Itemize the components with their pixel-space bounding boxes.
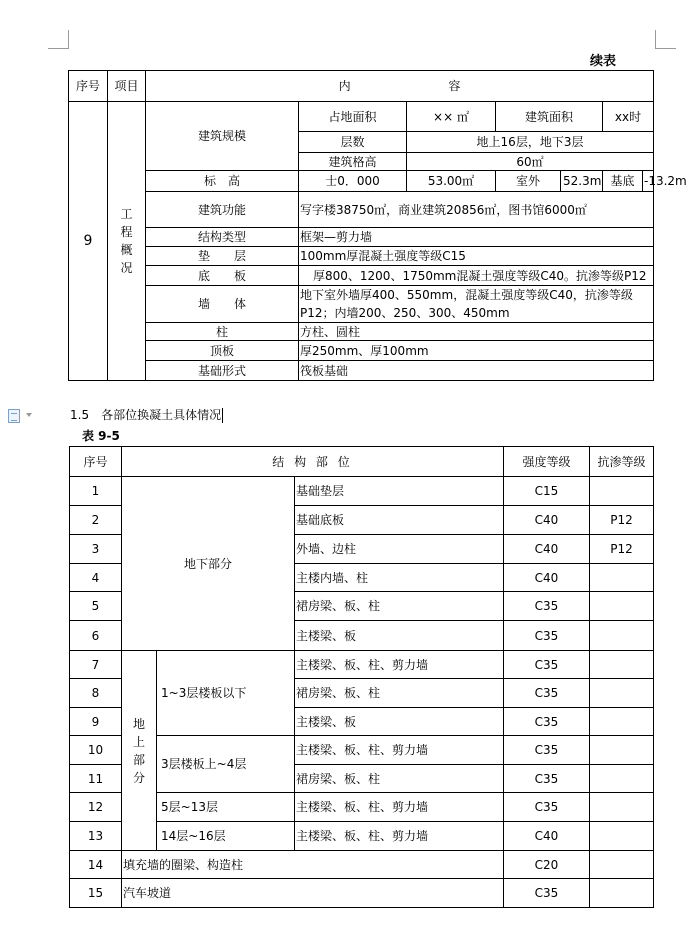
row-no: 7 (70, 651, 122, 679)
crop-mark-top-left (48, 30, 69, 49)
t2-header-grade: 强度等级 (504, 447, 590, 477)
row-no: 2 (70, 506, 122, 535)
row-part: 填充墙的圈梁、构造柱 (122, 851, 504, 879)
aboveground-group (122, 651, 157, 851)
wall-value-line-1: 地下室外墙厚400、550mm，混凝土强度等级C40，抗渗等级 (300, 288, 633, 302)
elevation-label: 标 高 (146, 171, 299, 192)
t2-header-seepage: 抗渗等级 (590, 447, 654, 477)
row-no: 13 (70, 822, 122, 851)
row-part: 主楼内墙、柱 (295, 564, 504, 592)
table-row (70, 477, 654, 506)
header-seq: 序号 (69, 71, 108, 102)
item-cell (108, 102, 146, 381)
row-grade: C35 (504, 621, 590, 651)
row-part: 主楼梁、板 (295, 621, 504, 651)
function-label: 建筑功能 (146, 192, 299, 228)
table-label: 表 9-5 (82, 429, 120, 443)
land-area-value: ×× ㎡ (407, 102, 496, 132)
floor-group-5-13: 5层~13层 (157, 793, 295, 822)
row-part: 主楼梁、板 (295, 708, 504, 736)
row-part: 主楼梁、板、柱、剪力墙 (295, 822, 504, 851)
row-part: 主楼梁、板、柱、剪力墙 (295, 736, 504, 765)
row-part: 裙房梁、板、柱 (295, 592, 504, 621)
row-grade: C40 (504, 564, 590, 592)
structure-value: 框架—剪力墙 (299, 228, 654, 247)
row-seepage: P12 (590, 535, 654, 564)
grid-label: 建筑格高 (299, 153, 407, 171)
header-content (146, 71, 654, 102)
row-part: 外墙、边柱 (295, 535, 504, 564)
elevation-value: 53.00㎡ (407, 171, 496, 192)
row-seepage (590, 621, 654, 651)
dropdown-arrow-icon[interactable] (26, 413, 32, 417)
row-grade: C35 (504, 879, 590, 908)
row-seepage (590, 793, 654, 822)
document-icon[interactable] (8, 409, 20, 423)
floors-label: 层数 (299, 132, 407, 153)
crop-mark-top-right (655, 30, 676, 49)
row-no: 10 (70, 736, 122, 765)
outdoor-label: 室外 (496, 171, 561, 192)
row-seepage (590, 679, 654, 708)
roof-value: 厚250mm、厚100mm (299, 341, 654, 361)
row-seepage (590, 564, 654, 592)
row-grade: C40 (504, 535, 590, 564)
row-no: 12 (70, 793, 122, 822)
row-seepage (590, 879, 654, 908)
wall-value (299, 286, 654, 323)
row-no: 3 (70, 535, 122, 564)
column-label: 柱 (146, 323, 299, 341)
row-grade: C35 (504, 736, 590, 765)
row-grade: C35 (504, 679, 590, 708)
row-seepage (590, 651, 654, 679)
roof-label: 顶板 (146, 341, 299, 361)
row-part: 裙房梁、板、柱 (295, 765, 504, 793)
row-grade: C40 (504, 822, 590, 851)
row-seepage (590, 851, 654, 879)
seq-cell: 9 (69, 102, 108, 381)
row-no: 6 (70, 621, 122, 651)
structure-label: 结构类型 (146, 228, 299, 247)
function-value: 写字楼38750㎡，商业建筑20856㎡，图书馆6000㎡ (299, 192, 654, 228)
slab-label: 底 板 (146, 266, 299, 286)
table-row (70, 793, 654, 822)
row-part: 主楼梁、板、柱、剪力墙 (295, 651, 504, 679)
table-row (70, 879, 654, 908)
table-row (70, 736, 654, 765)
floors-value: 地上16层，地下3层 (407, 132, 654, 153)
row-no: 4 (70, 564, 122, 592)
row-grade: C40 (504, 506, 590, 535)
row-part: 汽车坡道 (122, 879, 504, 908)
row-no: 5 (70, 592, 122, 621)
row-grade: C35 (504, 708, 590, 736)
row-seepage (590, 477, 654, 506)
outdoor-value: 52.3m (561, 171, 603, 192)
text-cursor (222, 408, 223, 423)
floor-group-1-3: 1~3层楼板以下 (157, 651, 295, 736)
row-grade: C35 (504, 592, 590, 621)
continued-label: 续表 (590, 54, 617, 69)
concrete-grade-table (69, 446, 654, 908)
slab-value: 厚800、1200、1750mm混凝土强度等级C40。抗渗等级P12 (299, 266, 654, 286)
cushion-value: 100mm厚混凝土强度等级C15 (299, 247, 654, 266)
floor-area-value: xx时 (603, 102, 654, 132)
elevation-zero: 士0．000 (299, 171, 407, 192)
grid-value: 60㎡ (407, 153, 654, 171)
row-part: 裙房梁、板、柱 (295, 679, 504, 708)
column-value: 方柱、圆柱 (299, 323, 654, 341)
row-seepage (590, 708, 654, 736)
row-seepage (590, 736, 654, 765)
item-label: 工程概况 (120, 207, 133, 275)
floor-group-3-4: 3层楼板上~4层 (157, 736, 295, 793)
land-area-label: 占地面积 (299, 102, 407, 132)
foundation-label: 基础形式 (146, 361, 299, 381)
row-seepage (590, 822, 654, 851)
underground-group: 地下部分 (122, 477, 295, 651)
cushion-label: 垫 层 (146, 247, 299, 266)
t2-header-seq: 序号 (70, 447, 122, 477)
header-content-2: 容 (448, 79, 461, 93)
table-row (70, 822, 654, 851)
base-label: 基底 (603, 171, 643, 192)
floor-group-14-16: 14层~16层 (157, 822, 295, 851)
row-grade: C20 (504, 851, 590, 879)
row-grade: C15 (504, 477, 590, 506)
header-item: 项目 (108, 71, 146, 102)
row-seepage (590, 765, 654, 793)
base-value: -13.2m (643, 171, 654, 192)
section-title-text: 1.5 各部位换凝土具体情况 (70, 408, 222, 422)
aboveground-label: 地上部分 (132, 716, 145, 785)
row-no: 8 (70, 679, 122, 708)
row-no: 1 (70, 477, 122, 506)
floor-area-label: 建筑面积 (496, 102, 603, 132)
table-row (70, 851, 654, 879)
row-grade: C35 (504, 765, 590, 793)
row-no: 15 (70, 879, 122, 908)
row-part: 基础垫层 (295, 477, 504, 506)
row-no: 14 (70, 851, 122, 879)
row-grade: C35 (504, 793, 590, 822)
wall-label: 墙 体 (146, 286, 299, 323)
row-seepage: P12 (590, 506, 654, 535)
table-row (70, 651, 654, 679)
t2-header-part: 结 构 部 位 (122, 447, 504, 477)
row-grade: C35 (504, 651, 590, 679)
header-content-1: 内 (338, 79, 351, 93)
project-overview-table (68, 70, 687, 381)
section-title (70, 406, 223, 423)
scale-label: 建筑规模 (146, 102, 299, 171)
wall-value-line-2: P12；内墙200、250、300、450mm (300, 306, 510, 320)
row-part: 主楼梁、板、柱、剪力墙 (295, 793, 504, 822)
row-seepage (590, 592, 654, 621)
row-no: 11 (70, 765, 122, 793)
row-no: 9 (70, 708, 122, 736)
row-part: 基础底板 (295, 506, 504, 535)
foundation-value: 筏板基础 (299, 361, 654, 381)
